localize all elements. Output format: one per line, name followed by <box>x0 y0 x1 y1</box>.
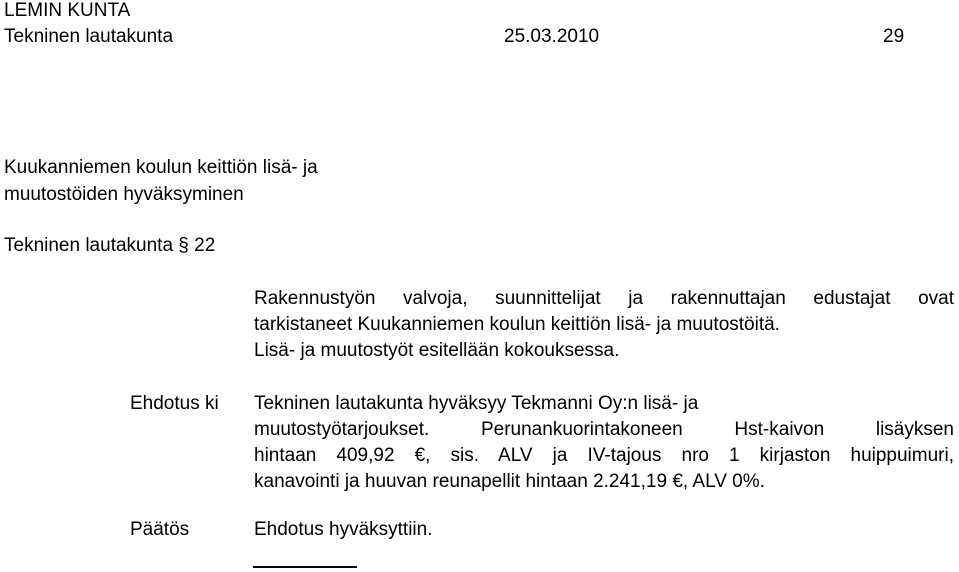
meeting-date: 25.03.2010 <box>504 26 600 47</box>
proposal-line: Tekninen lautakunta hyväksyy Tekmanni Oy:n lisä- ja <box>254 393 699 414</box>
municipality-name: LEMIN KUNTA <box>4 0 131 21</box>
proposal-line: muutostyötarjoukset. Perunankuorintakoneen Hst-kaivon lisäyksen <box>254 419 954 440</box>
description-line: Rakennustyön valvoja, suunnittelijat ja rakennuttajan edustajat ovat <box>254 288 954 309</box>
item-title-line-1: Kuukanniemen koulun keittiön lisä- ja <box>4 157 318 178</box>
page-number: 29 <box>883 26 905 47</box>
decision-paragraph <box>254 517 954 543</box>
proposal-paragraph <box>254 391 954 495</box>
signature-divider <box>253 566 357 568</box>
proposal-line: hintaan 409,92 €, sis. ALV ja IV-tajous nro 1 kirjaston huippuimuri, <box>254 445 954 466</box>
proposal-label: Ehdotus ki <box>130 393 219 414</box>
item-title-line-2: muutostöiden hyväksyminen <box>4 184 244 205</box>
decision-text: Ehdotus hyväksyttiin. <box>254 519 433 540</box>
proposal-line: kanavointi ja huuvan reunapellit hintaan 2.241,19 €, ALV 0%. <box>254 471 765 492</box>
description-paragraph <box>254 286 954 364</box>
description-line: Lisä- ja muutostyöt esitellään kokouksessa. <box>254 340 620 361</box>
decision-label: Päätös <box>130 519 190 540</box>
board-name: Tekninen lautakunta <box>4 26 174 47</box>
description-line: tarkistaneet Kuukanniemen koulun keittiön lisä- ja muutostöitä. <box>254 314 780 335</box>
section-reference: Tekninen lautakunta § 22 <box>4 235 216 256</box>
